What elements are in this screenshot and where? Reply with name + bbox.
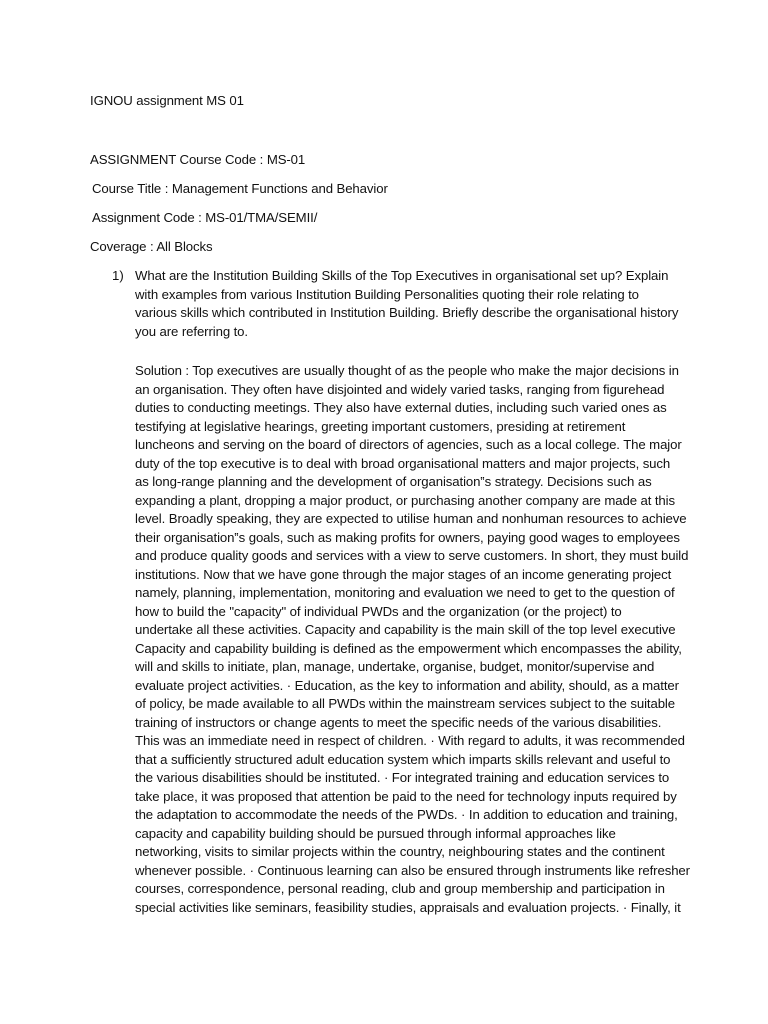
solution-line: whenever possible. · Continuous learning can also be ensured through instruments like refresher — [135, 862, 690, 878]
solution-line: training of instructors or change agents to meet the specific needs of the various disabilities. — [135, 714, 662, 730]
solution-paragraph — [135, 362, 690, 917]
question-line: you are referring to. — [135, 323, 248, 339]
document-title: IGNOU assignment MS 01 — [90, 93, 244, 108]
solution-line: capacity and capability building should be pursued through informal approaches like — [135, 825, 616, 841]
solution-line: courses, correspondence, personal reading, club and group membership and participation in — [135, 881, 665, 896]
solution-line: This was an immediate need in respect of children. · With regard to adults, it was recommended — [135, 733, 685, 748]
solution-line: institutions. Now that we have gone through the major stages of an income generating project — [135, 566, 672, 582]
question-line: with examples from various Institution Building Personalities quoting their role relating to — [135, 286, 639, 302]
solution-line: special activities like seminars, feasibility studies, appraisals and evaluation projects. · Finally, it — [135, 899, 681, 915]
solution-line: undertake all these activities. Capacity and capability is the main skill of the top level executive — [135, 622, 676, 637]
solution-line: networking, visits to similar projects within the country, neighbouring states and the continent — [135, 844, 665, 859]
solution-line: as long-range planning and the development of organisation‟s strategy. Decisions such as — [135, 474, 652, 489]
solution-line: of policy, be made available to all PWDs within the mainstream services subject to the suitable — [135, 696, 675, 711]
solution-line: how to build the "capacity" of individual PWDs and the organization (or the project) to — [135, 603, 622, 619]
solution-line: an organisation. They often have disjointed and widely varied tasks, ranging from figurehead — [135, 381, 665, 397]
coverage-line: Coverage : All Blocks — [90, 239, 213, 254]
question-line: various skills which contributed in Institution Building. Briefly describe the organisational history — [135, 305, 679, 320]
solution-line: namely, planning, implementation, monitoring and evaluation we need to get to the question of — [135, 585, 675, 600]
solution-line: the various disabilities should be instituted. · For integrated training and education services to — [135, 770, 670, 785]
assignment-code-line: Assignment Code : MS-01/TMA/SEMII/ — [92, 210, 318, 225]
solution-line: and produce quality goods and services with a view to serve customers. In short, they must build — [135, 548, 689, 563]
solution-line: testifying at legislative hearings, greeting important customers, presiding at retirement — [135, 418, 626, 434]
solution-line: take place, it was proposed that attention be paid to the need for technology inputs required by — [135, 788, 677, 804]
solution-line: their organisation‟s goals, such as making profits for owners, paying good wages to employees — [135, 529, 680, 545]
solution-line: expanding a plant, dropping a major product, or purchasing another company are made at this — [135, 492, 675, 508]
solution-line: will and skills to initiate, plan, manage, undertake, organise, budget, monitor/supervise and — [135, 659, 655, 674]
solution-line: level. Broadly speaking, they are expected to utilise human and nonhuman resources to achieve — [135, 511, 687, 526]
solution-line: duties to conducting meetings. They also have external duties, including such varied ones as — [135, 400, 667, 415]
course-code-line: ASSIGNMENT Course Code : MS-01 — [90, 152, 306, 167]
question-paragraph — [135, 267, 680, 341]
solution-line: luncheons and serving on the board of directors of agencies, such as a local college. The major — [135, 437, 682, 452]
solution-line: evaluate project activities. · Education, as the key to information and ability, should, as a matter — [135, 677, 679, 693]
question-line: What are the Institution Building Skills of the Top Executives in organisational set up? Explain — [135, 268, 669, 283]
solution-line: the adaptation to accommodate the needs of the PWDs. · In addition to education and training, — [135, 807, 678, 822]
solution-line: duty of the top executive is to deal with broad organisational matters and major projects, such — [135, 455, 671, 471]
solution-line: Capacity and capability building is defined as the empowerment which encompasses the ability, — [135, 640, 682, 656]
question-number: 1) — [112, 268, 124, 283]
solution-line: that a sufficiently structured adult education system which imparts skills relevant and useful to — [135, 751, 671, 767]
solution-line: Solution : Top executives are usually thought of as the people who make the major decisions in — [135, 363, 679, 378]
course-title-line: Course Title : Management Functions and Behavior — [92, 181, 388, 196]
